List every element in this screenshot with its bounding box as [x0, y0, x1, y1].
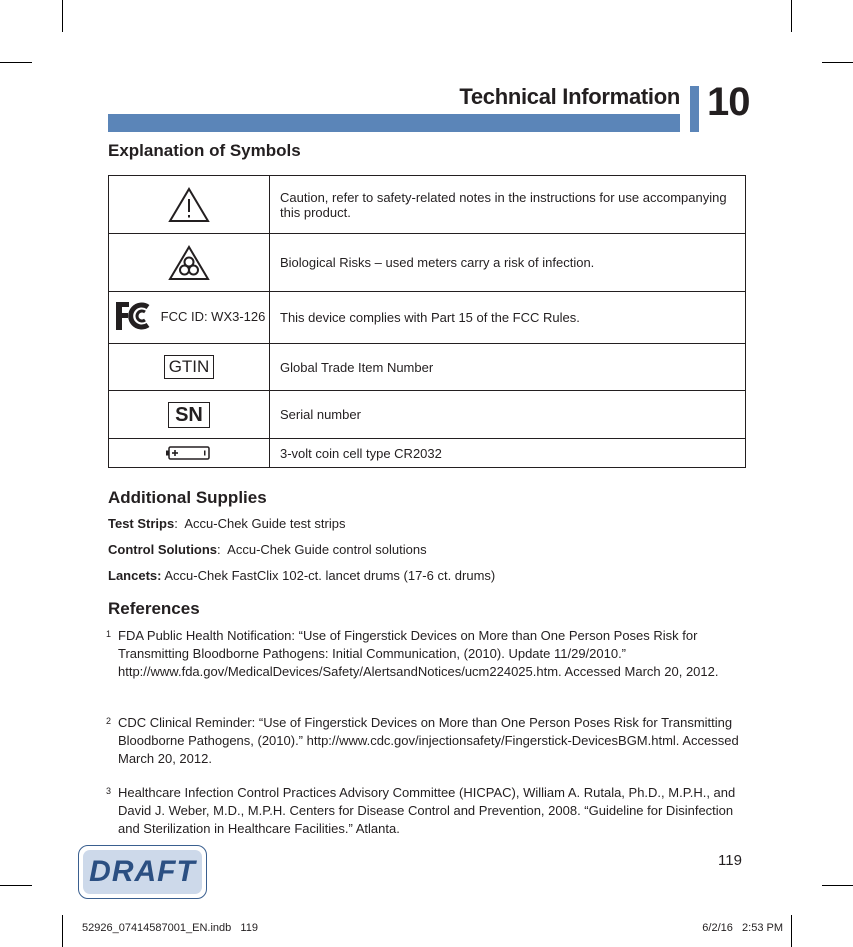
symbol-cell [109, 292, 270, 344]
table-row [109, 344, 746, 391]
reference-text: Healthcare Infection Control Practices Advisory Committee (HICPAC), William A. Rutala, Ph.D., M.P.H., and David J. Weber, M.D., M.P.H. Centers for Disease Control and Prevention, 2008. “Guideline for Disinfection and Sterilization in Healthcare Facilities.” Atlanta. [118, 785, 736, 836]
symbol-cell [109, 234, 270, 292]
table-row [109, 292, 746, 344]
supply-item: Control Solutions: Accu-Chek Guide control solutions [108, 542, 427, 557]
supply-value: Accu-Chek Guide test strips [184, 516, 346, 531]
crop-mark [791, 915, 792, 947]
supply-label: Test Strips [108, 516, 175, 531]
fcc-id-label: FCC ID: WX3-126 [160, 308, 266, 324]
biohazard-icon [167, 244, 211, 282]
serial-number-icon [168, 402, 210, 428]
symbol-description: Global Trade Item Number [270, 344, 746, 391]
caution-triangle-icon [167, 186, 211, 224]
supply-item: Test Strips: Accu-Chek Guide test strips [108, 516, 346, 531]
symbol-description: Caution, refer to safety-related notes in the instructions for use accompanying this product. [270, 176, 746, 234]
reference-item [106, 627, 748, 681]
print-slug-file: 52926_07414587001_EN.indb 119 [82, 922, 258, 934]
reference-number: 2 [106, 716, 112, 726]
symbol-cell [109, 176, 270, 234]
table-row [109, 234, 746, 292]
reference-item [106, 784, 748, 838]
battery-icon [165, 445, 213, 461]
reference-text: FDA Public Health Notification: “Use of Fingerstick Devices on More than One Person Poses Risk for Transmitting Bloodborne Pathogens: Initial Communication, (2010). Update 11/29/2010.” http://www.fda.gov/MedicalDevices/Safety/AlertsandNotices/ucm224025.htm. Accessed March 20, 2012. [118, 628, 719, 679]
symbol-cell [109, 344, 270, 391]
supply-label: Control Solutions [108, 542, 218, 557]
symbol-description: Serial number [270, 391, 746, 439]
symbol-description: 3-volt coin cell type CR2032 [270, 439, 746, 468]
gtin-label: GTIN [168, 357, 210, 376]
references-heading: References [108, 599, 200, 618]
supply-value: Accu-Chek FastClix 102-ct. lancet drums (17-6 ct. drums) [164, 568, 496, 583]
page-number: 119 [718, 852, 742, 869]
supplies-heading: Additional Supplies [108, 488, 267, 507]
symbol-description: This device complies with Part 15 of the FCC Rules. [270, 292, 746, 344]
draft-stamp [78, 845, 207, 899]
gtin-icon [164, 355, 215, 379]
table-row [109, 391, 746, 439]
reference-item [106, 714, 748, 768]
section-title: Technical Information [459, 84, 680, 109]
supply-value: Accu-Chek Guide control solutions [227, 542, 427, 557]
chapter-number: 10 [707, 80, 750, 124]
symbols-heading: Explanation of Symbols [108, 141, 301, 160]
fcc-logo-icon [113, 298, 157, 334]
header-rule [108, 114, 680, 132]
reference-number: 1 [106, 629, 112, 639]
crop-mark [0, 62, 32, 63]
crop-mark [62, 0, 63, 32]
crop-mark [791, 0, 792, 32]
table-row [109, 176, 746, 234]
supply-label: Lancets: [108, 568, 162, 583]
supply-item [108, 568, 495, 583]
crop-mark [62, 915, 63, 947]
symbols-table [108, 175, 746, 468]
print-slug-date: 6/2/16 2:53 PM [702, 922, 783, 934]
reference-number: 3 [106, 786, 112, 796]
reference-text: CDC Clinical Reminder: “Use of Fingerstick Devices on More than One Person Poses Risk for Transmitting Bloodborne Pathogens, (2010).” http://www.cdc.gov/injectionsafety/Fingerstick-DevicesBGM.html. Accessed March 20, 2012. [118, 715, 739, 766]
sn-label: SN [175, 403, 203, 426]
symbol-cell [109, 439, 270, 468]
symbol-description: Biological Risks – used meters carry a risk of infection. [270, 234, 746, 292]
draft-stamp-label: DRAFT [83, 850, 202, 894]
crop-mark [822, 62, 853, 63]
table-row [109, 439, 746, 468]
crop-mark [0, 885, 32, 886]
chapter-marker [690, 86, 699, 132]
symbol-cell [109, 391, 270, 439]
crop-mark [822, 885, 853, 886]
